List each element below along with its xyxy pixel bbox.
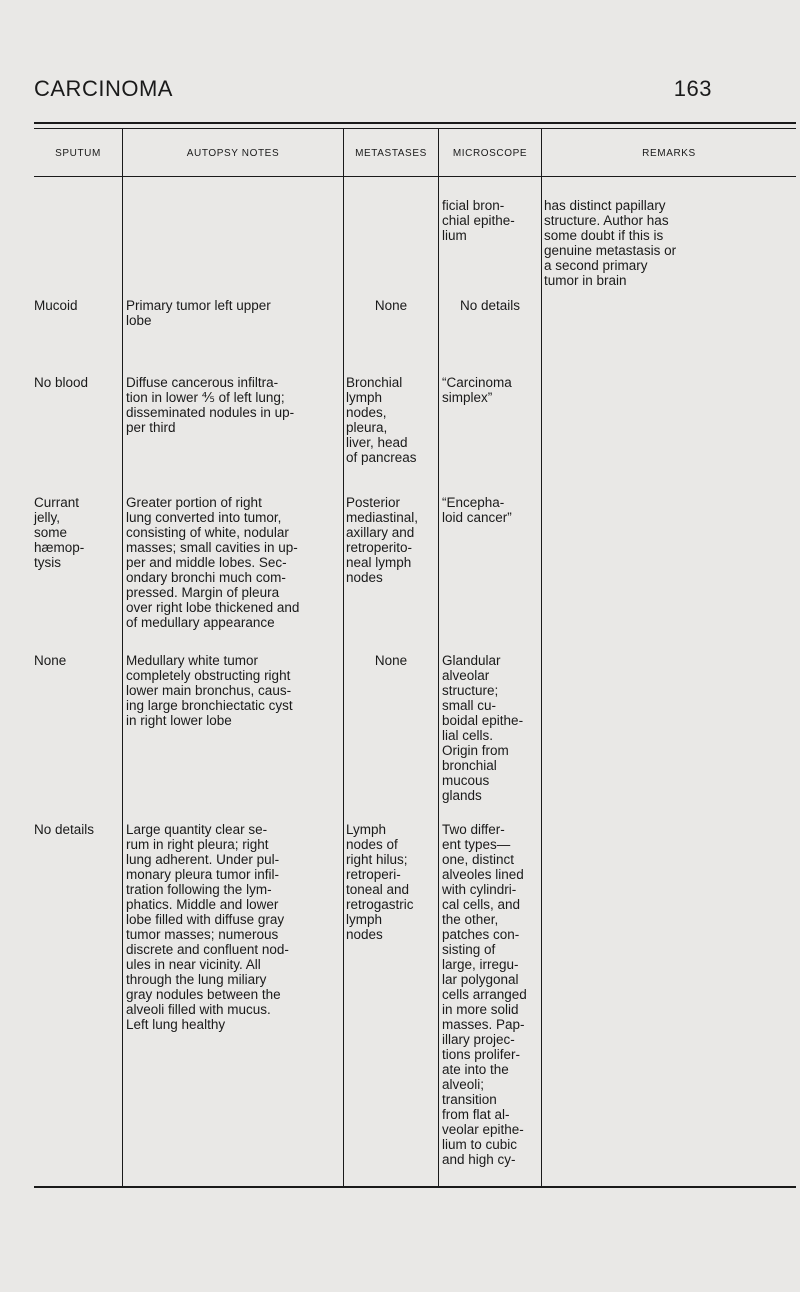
table-cell-sputum: Mucoid (34, 298, 78, 313)
column-divider (122, 128, 123, 1186)
table-cell-metastases: None (374, 298, 408, 313)
top-rule (34, 122, 796, 124)
table-cell-microscope: “Carcinoma simplex” (442, 375, 512, 405)
table-cell-sputum: Currant jelly, some hæmop- tysis (34, 495, 85, 570)
column-divider (541, 128, 542, 1186)
table-cell-autopsy-notes: Medullary white tumor completely obstructing right lower main bronchus, caus- ing large bronchiectatic cyst in right lower lobe (126, 653, 293, 728)
table-cell-metastases: Bronchial lymph nodes, pleura, liver, head of pancreas (346, 375, 417, 465)
table-cell-sputum: No details (34, 822, 95, 837)
table-cell-metastases: Lymph nodes of right hilus; retroperi- toneal and retrogastric lymph nodes (346, 822, 414, 942)
column-header-sputum: SPUTUM (55, 148, 101, 159)
table-cell-autopsy-notes: Greater portion of right lung converted into tumor, consisting of white, nodular masses; small cavities in up- per and middle lobes. Sec- ondary bronchi much com- pressed. Margin of pleura over right lobe thickened and of medullary appearance (126, 495, 300, 630)
table-cell-microscope: “Encepha- loid cancer” (442, 495, 512, 525)
column-header-autopsy-notes: AUTOPSY NOTES (186, 148, 280, 159)
header-rule (34, 176, 796, 177)
table-cell-sputum: No blood (34, 375, 89, 390)
table-cell-microscope: No details (459, 298, 521, 313)
table-cell-autopsy-notes: Diffuse cancerous infiltra- tion in lower ⅘ of left lung; disseminated nodules in up- per third (126, 375, 295, 435)
column-header-metastases: METASTASES (355, 148, 427, 159)
table-cell-remarks: has distinct papillary structure. Author has some doubt if this is genuine metastasis or a second primary tumor in brain (544, 198, 677, 288)
table-cell-microscope: Glandular alveolar structure; small cu- boidal epithe- lial cells. Origin from bronchial mucous glands (442, 653, 524, 803)
column-header-remarks: REMARKS (642, 148, 696, 159)
top-rule-thin (34, 128, 796, 129)
table-cell-microscope: Two differ- ent types— one, distinct alveoles lined with cylindri- cal cells, and the other, patches con- sisting of large, irregu- lar polygonal cells arranged in more solid masses. Pap- illary projec- tions prolifer- ate into the alveoli; transition from flat al- veolar epithe- lium to cubic and high cy- (442, 822, 527, 1167)
table-cell-microscope: ficial bron- chial epithe- lium (442, 198, 515, 243)
page-header (34, 76, 712, 102)
table-cell-sputum: None (34, 653, 67, 668)
running-title: CARCINOMA (34, 76, 173, 101)
table-cell-metastases: None (374, 653, 408, 668)
bottom-rule (34, 1186, 796, 1188)
table-cell-autopsy-notes: Large quantity clear se- rum in right pleura; right lung adherent. Under pul- monary pleura tumor infil- tration following the lym- phatics. Middle and lower lobe filled with diffuse gray tumor masses; numerous discrete and confluent nod- ules in near vicinity. All through the lung miliary gray nodules between the alveoli filled with mucus. Left lung healthy (126, 822, 289, 1032)
table-cell-autopsy-notes: Primary tumor left upper lobe (126, 298, 271, 328)
table-cell-metastases: Posterior mediastinal, axillary and retroperito- neal lymph nodes (346, 495, 419, 585)
page-number: 163 (673, 76, 712, 101)
column-header-microscope: MICROSCOPE (452, 148, 528, 159)
column-divider (438, 128, 439, 1186)
